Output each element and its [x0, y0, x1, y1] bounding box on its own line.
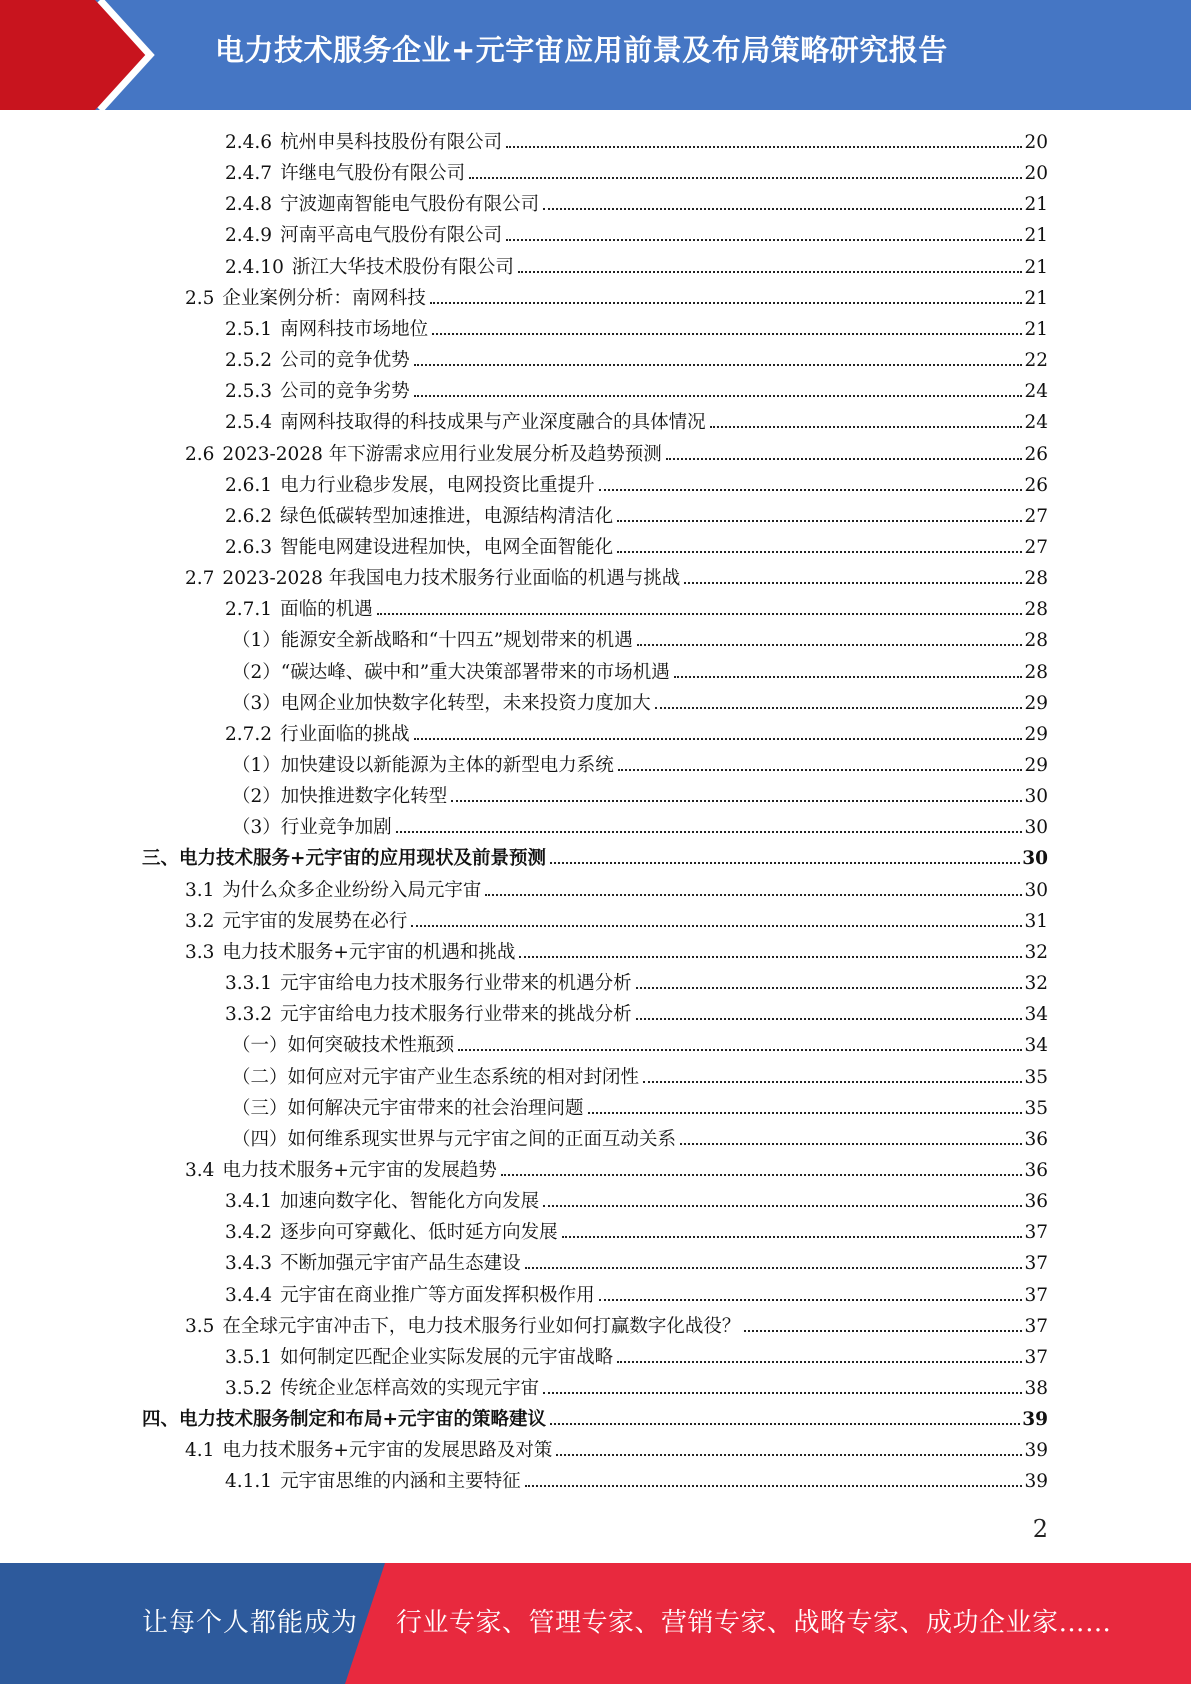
- toc-entry-title: （2）“碳达峰、碳中和”重大决策部署带来的市场机遇: [232, 661, 670, 683]
- toc-entry-title: 三、电力技术服务+元宇宙的应用现状及前景预测: [142, 848, 547, 870]
- toc-entry[interactable]: [225, 470, 1048, 501]
- toc-dot-leader: [501, 1174, 1023, 1176]
- toc-dot-leader: [666, 458, 1023, 460]
- toc-entry[interactable]: [232, 812, 1048, 843]
- footer-slogan-left: 让每个人都能成为: [142, 1608, 359, 1638]
- toc-entry-title: （一）如何突破技术性瓶颈: [232, 1035, 455, 1057]
- header-red-arrow-decoration: [0, 0, 160, 110]
- toc-entry-page: 30: [1024, 879, 1048, 901]
- toc-entry-page: 35: [1024, 1097, 1048, 1119]
- toc-entry-title: 电力技术服务+元宇宙的发展趋势: [222, 1159, 497, 1181]
- toc-entry[interactable]: [232, 657, 1048, 688]
- page-number: 2: [1032, 1515, 1048, 1543]
- toc-entry-number: 3.5.1: [225, 1346, 273, 1368]
- toc-entry-page: 36: [1024, 1191, 1048, 1213]
- toc-dot-leader: [674, 676, 1023, 678]
- toc-dot-leader: [556, 1454, 1022, 1456]
- toc-entry-number: 3.3.2: [225, 1004, 273, 1026]
- toc-entry-page: 28: [1024, 568, 1048, 590]
- toc-entry[interactable]: [225, 968, 1048, 999]
- toc-entry-number: 2.4.6: [225, 132, 273, 153]
- toc-dot-leader: [543, 1392, 1022, 1394]
- page-header: [0, 0, 1191, 110]
- toc-dot-leader: [617, 1361, 1022, 1363]
- toc-entry-title: 宁波迦南智能电气股份有限公司: [280, 194, 540, 216]
- toc-entry-title: （1）能源安全新战略和“十四五”规划带来的机遇: [232, 630, 633, 652]
- toc-entry-number: 2.5: [185, 287, 215, 309]
- toc-entry-number: 3.4: [185, 1159, 215, 1181]
- toc-entry-page: 20: [1024, 132, 1048, 153]
- toc-dot-leader: [543, 208, 1022, 210]
- toc-entry[interactable]: [225, 158, 1048, 189]
- toc-entry-number: 2.5.4: [225, 412, 273, 434]
- toc-dot-leader: [636, 987, 1023, 989]
- toc-entry-title: 南网科技取得的科技成果与产业深度融合的具体情况: [280, 412, 706, 434]
- toc-dot-leader: [599, 489, 1023, 491]
- toc-entry-title: 南网科技市场地位: [280, 318, 429, 340]
- toc-entry-page: 21: [1024, 225, 1048, 247]
- toc-entry[interactable]: [225, 594, 1048, 625]
- toc-dot-leader: [637, 644, 1023, 646]
- toc-entry-title: 元宇宙给电力技术服务行业带来的机遇分析: [280, 973, 632, 995]
- toc-entry-page: 20: [1024, 163, 1048, 185]
- toc-entry-page: 37: [1024, 1315, 1048, 1337]
- toc-dot-leader: [562, 1236, 1023, 1238]
- toc-entry-number: 2.4.9: [225, 225, 273, 247]
- toc-dot-leader: [518, 271, 1023, 273]
- toc-entry[interactable]: [185, 1311, 1048, 1342]
- toc-dot-leader: [617, 520, 1022, 522]
- toc-entry[interactable]: [232, 750, 1048, 781]
- toc-dot-leader: [684, 582, 1022, 584]
- toc-entry[interactable]: [225, 376, 1048, 407]
- toc-entry-page: 24: [1024, 412, 1048, 434]
- toc-entry-title: 传统企业怎样高效的实现元宇宙: [280, 1378, 540, 1399]
- toc-dot-leader: [469, 177, 1022, 179]
- toc-entry-title: 杭州申昊科技股份有限公司: [280, 132, 503, 153]
- toc-entry-page: 37: [1024, 1222, 1048, 1244]
- toc-entry[interactable]: [225, 1466, 1048, 1497]
- toc-entry-title: （三）如何解决元宇宙带来的社会治理问题: [232, 1097, 584, 1119]
- toc-entry-number: 4.1: [185, 1440, 215, 1462]
- toc-entry-number: 2.6.2: [225, 505, 273, 527]
- toc-entry[interactable]: [232, 1062, 1048, 1093]
- toc-entry-title: 公司的竞争劣势: [280, 381, 410, 403]
- toc-dot-leader: [680, 1143, 1022, 1145]
- toc-entry-page: 27: [1024, 505, 1048, 527]
- toc-entry-page: 21: [1024, 194, 1048, 216]
- toc-entry-number: 2.6.3: [225, 536, 273, 558]
- toc-entry-title: （四）如何维系现实世界与元宇宙之间的正面互动关系: [232, 1128, 677, 1150]
- toc-entry-title: 四、电力技术服务制定和布局+元宇宙的策略建议: [142, 1409, 547, 1431]
- toc-entry-number: 2.7: [185, 568, 215, 590]
- toc-entry-number: 2.4.10: [225, 256, 284, 278]
- toc-entry-page: 39: [1022, 1409, 1048, 1431]
- toc-dot-leader: [618, 769, 1023, 771]
- toc-entry[interactable]: [225, 719, 1048, 750]
- toc-entry-title: 河南平高电气股份有限公司: [280, 225, 503, 247]
- toc-entry-page: 31: [1024, 910, 1048, 932]
- toc-entry[interactable]: [142, 1404, 1048, 1435]
- toc-dot-leader: [655, 707, 1023, 709]
- toc-entry[interactable]: [225, 314, 1048, 345]
- toc-entry-title: 元宇宙给电力技术服务行业带来的挑战分析: [280, 1004, 632, 1026]
- toc-entry-page: 37: [1024, 1284, 1048, 1306]
- toc-entry[interactable]: [225, 532, 1048, 563]
- toc-entry-page: 28: [1024, 630, 1048, 652]
- toc-entry[interactable]: [185, 875, 1048, 906]
- toc-entry-number: 2.6.1: [225, 474, 273, 496]
- toc-entry-number: 3.5.2: [225, 1378, 273, 1399]
- toc-entry[interactable]: [232, 1093, 1048, 1124]
- toc-entry-title: 绿色低碳转型加速推进，电源结构清洁化: [280, 505, 614, 527]
- toc-dot-leader: [414, 395, 1023, 397]
- toc-entry-number: 3.4.3: [225, 1253, 273, 1275]
- toc-entry[interactable]: [225, 1248, 1048, 1279]
- toc-dot-leader: [430, 302, 1023, 304]
- toc-entry-title: 浙江大华技术股份有限公司: [291, 256, 514, 278]
- toc-entry[interactable]: [185, 906, 1048, 937]
- toc-entry-page: 32: [1024, 973, 1048, 995]
- toc-entry-number: 3.3: [185, 941, 215, 963]
- toc-entry-number: 3.1: [185, 879, 215, 901]
- toc-entry-title: 许继电气股份有限公司: [280, 163, 466, 185]
- toc-entry-page: 21: [1024, 256, 1048, 278]
- toc-entry-page: 26: [1024, 443, 1048, 465]
- toc-entry[interactable]: [225, 1186, 1048, 1217]
- toc-entry[interactable]: [225, 189, 1048, 220]
- toc-entry-number: 2.6: [185, 443, 215, 465]
- toc-dot-leader: [643, 1081, 1022, 1083]
- toc-dot-leader: [485, 894, 1022, 896]
- toc-entry[interactable]: [225, 1217, 1048, 1248]
- toc-dot-leader: [377, 613, 1023, 615]
- toc-dot-leader: [458, 1049, 1022, 1051]
- toc-entry-page: 32: [1024, 941, 1048, 963]
- toc-entry-page: 37: [1024, 1253, 1048, 1275]
- toc-dot-leader: [506, 146, 1022, 148]
- toc-entry-title: 行业面临的挑战: [280, 723, 410, 745]
- toc-dot-leader: [599, 1299, 1023, 1301]
- toc-entry-number: 2.5.1: [225, 318, 273, 340]
- toc-entry-number: 2.5.3: [225, 381, 273, 403]
- toc-dot-leader: [636, 1018, 1023, 1020]
- toc-dot-leader: [550, 1423, 1020, 1425]
- toc-entry-number: 2.5.2: [225, 350, 273, 372]
- toc-entry-page: 30: [1024, 786, 1048, 808]
- toc-entry-page: 22: [1024, 350, 1048, 372]
- toc-entry[interactable]: [225, 252, 1048, 283]
- footer-slogan-right: 行业专家、管理专家、营销专家、战略专家、成功企业家……: [396, 1608, 1112, 1638]
- toc-entry[interactable]: [225, 1373, 1048, 1404]
- toc-entry-title: （2）加快推进数字化转型: [232, 786, 448, 808]
- toc-entry-page: 34: [1024, 1035, 1048, 1057]
- toc-entry[interactable]: [142, 843, 1048, 874]
- toc-entry-page: 39: [1024, 1440, 1048, 1462]
- toc-entry[interactable]: [185, 1435, 1048, 1466]
- toc-dot-leader: [617, 551, 1022, 553]
- toc-entry-number: 3.3.1: [225, 973, 273, 995]
- toc-dot-leader: [414, 364, 1023, 366]
- toc-entry-title: 智能电网建设进程加快，电网全面智能化: [280, 536, 614, 558]
- toc-entry[interactable]: [225, 407, 1048, 438]
- toc-entry[interactable]: [225, 501, 1048, 532]
- toc-entry-number: 2.7.2: [225, 723, 273, 745]
- toc-entry[interactable]: [185, 1155, 1048, 1186]
- toc-entry-page: 30: [1024, 817, 1048, 839]
- toc-entry[interactable]: [225, 1280, 1048, 1311]
- toc-dot-leader: [710, 426, 1023, 428]
- toc-entry[interactable]: [232, 1124, 1048, 1155]
- toc-entry-page: 29: [1024, 692, 1048, 714]
- toc-dot-leader: [451, 800, 1022, 802]
- toc-entry[interactable]: [232, 688, 1048, 719]
- toc-entry[interactable]: [232, 625, 1048, 656]
- toc-entry-title: 元宇宙思维的内涵和主要特征: [280, 1471, 521, 1493]
- toc-entry-page: 36: [1024, 1159, 1048, 1181]
- toc-entry-page: 39: [1024, 1471, 1048, 1493]
- toc-entry-title: 电力行业稳步发展，电网投资比重提升: [280, 474, 595, 496]
- toc-entry-number: 3.4.4: [225, 1284, 273, 1306]
- toc-entry-title: 加速向数字化、智能化方向发展: [280, 1191, 540, 1213]
- toc-entry-page: 24: [1024, 381, 1048, 403]
- toc-dot-leader: [543, 1205, 1022, 1207]
- toc-entry-title: 电力技术服务+元宇宙的机遇和挑战: [222, 941, 516, 963]
- toc-entry-number: 2.4.7: [225, 163, 273, 185]
- toc-entry[interactable]: [225, 999, 1048, 1030]
- toc-entry-page: 37: [1024, 1346, 1048, 1368]
- toc-dot-leader: [506, 239, 1022, 241]
- toc-dot-leader: [432, 333, 1022, 335]
- toc-entry-title: 企业案例分析：南网科技: [222, 287, 426, 309]
- toc-entry-page: 28: [1024, 599, 1048, 621]
- toc-entry-page: 27: [1024, 536, 1048, 558]
- toc-entry-number: 3.2: [185, 910, 215, 932]
- toc-dot-leader: [396, 831, 1023, 833]
- toc-entry-page: 21: [1024, 318, 1048, 340]
- toc-dot-leader: [411, 925, 1022, 927]
- toc-entry-title: 元宇宙的发展势在必行: [222, 910, 408, 932]
- toc-entry[interactable]: [225, 345, 1048, 376]
- toc-dot-leader: [414, 738, 1023, 740]
- toc-entry-number: 2.4.8: [225, 194, 273, 216]
- toc-entry[interactable]: [185, 283, 1048, 314]
- toc-entry-title: 如何制定匹配企业实际发展的元宇宙战略: [280, 1346, 614, 1368]
- report-title: 电力技术服务企业+元宇宙应用前景及布局策略研究报告: [215, 33, 948, 67]
- toc-entry-title: （1）加快建设以新能源为主体的新型电力系统: [232, 755, 614, 776]
- toc-entry-title: 面临的机遇: [280, 599, 373, 621]
- toc-entry-title: （3）行业竞争加剧: [232, 817, 392, 839]
- toc-entry-title: 公司的竞争优势: [280, 350, 410, 372]
- toc-entry[interactable]: [185, 439, 1048, 470]
- toc-entry-number: 4.1.1: [225, 1471, 273, 1493]
- toc-entry-page: 30: [1022, 848, 1048, 870]
- toc-entry[interactable]: [185, 563, 1048, 594]
- toc-entry-number: 3.4.2: [225, 1222, 273, 1244]
- toc-dot-leader: [519, 956, 1022, 958]
- toc-entry-page: 35: [1024, 1066, 1048, 1088]
- toc-entry-page: 36: [1024, 1128, 1048, 1150]
- toc-entry-title: 不断加强元宇宙产品生态建设: [280, 1253, 521, 1275]
- toc-entry-title: 2023-2028 年我国电力技术服务行业面临的机遇与挑战: [222, 568, 681, 590]
- toc-entry-number: 2.7.1: [225, 599, 273, 621]
- toc-entry-page: 38: [1024, 1378, 1048, 1399]
- toc-entry[interactable]: [232, 1030, 1048, 1061]
- toc-entry[interactable]: [225, 127, 1048, 158]
- toc-entry-title: 为什么众多企业纷纷入局元宇宙: [222, 879, 482, 901]
- toc-entry-title: （3）电网企业加快数字化转型，未来投资力度加大: [232, 692, 651, 714]
- toc-entry-title: （二）如何应对元宇宙产业生态系统的相对封闭性: [232, 1066, 640, 1088]
- toc-dot-leader: [588, 1112, 1023, 1114]
- toc-entry-page: 21: [1024, 287, 1048, 309]
- toc-entry-number: 3.5: [185, 1315, 215, 1337]
- toc-dot-leader: [550, 862, 1020, 864]
- toc-entry-title: 元宇宙在商业推广等方面发挥积极作用: [280, 1284, 595, 1306]
- toc-dot-leader: [525, 1267, 1023, 1269]
- toc-entry[interactable]: [232, 781, 1048, 812]
- toc-entry[interactable]: [225, 1342, 1048, 1373]
- toc-entry-page: 29: [1024, 723, 1048, 745]
- toc-entry-page: 28: [1024, 661, 1048, 683]
- toc-entry-number: 3.4.1: [225, 1191, 273, 1213]
- toc-entry[interactable]: [185, 937, 1048, 968]
- toc-entry-title: 逐步向可穿戴化、低时延方向发展: [280, 1222, 558, 1244]
- toc-entry-page: 29: [1024, 755, 1048, 776]
- toc-dot-leader: [744, 1330, 1022, 1332]
- page-footer: [0, 1563, 1191, 1684]
- toc-entry-title: 电力技术服务+元宇宙的发展思路及对策: [222, 1440, 553, 1462]
- toc-entry-page: 34: [1024, 1004, 1048, 1026]
- toc-dot-leader: [525, 1485, 1023, 1487]
- toc-entry-title: 2023-2028 年下游需求应用行业发展分析及趋势预测: [222, 443, 662, 465]
- toc-entry-title: 在全球元宇宙冲击下，电力技术服务行业如何打赢数字化战役？: [222, 1315, 741, 1337]
- toc-entry-page: 26: [1024, 474, 1048, 496]
- toc-entry[interactable]: [225, 220, 1048, 251]
